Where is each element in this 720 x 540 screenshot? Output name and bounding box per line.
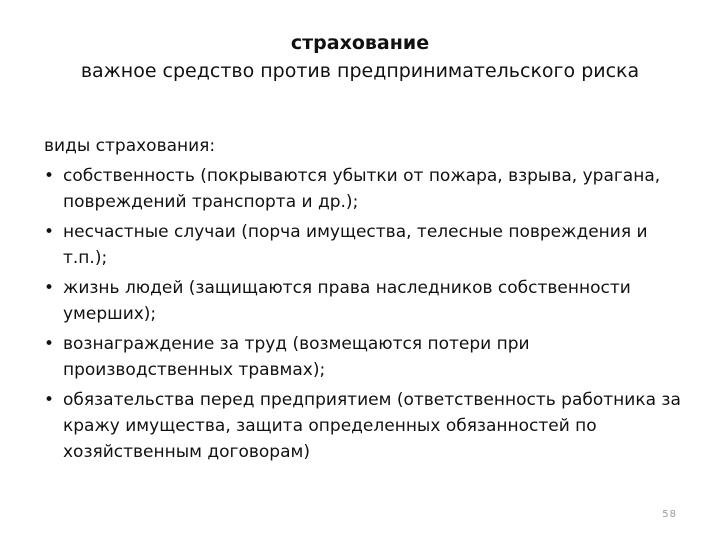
list-item-text: жизнь людей (защищаются права наследников собственности умерших);	[63, 278, 631, 324]
list-item	[44, 219, 694, 271]
list-item	[44, 275, 694, 327]
list-item	[44, 331, 694, 383]
bullet-icon: •	[44, 334, 55, 354]
list-intro: виды страхования:	[44, 136, 216, 156]
slide-subtitle: важное средство против предпринимательского риска	[80, 60, 640, 82]
bullet-icon: •	[44, 278, 55, 298]
bullet-icon: •	[44, 166, 55, 186]
slide-body	[44, 133, 694, 469]
insurance-types-list	[44, 163, 694, 465]
list-item-text: вознаграждение за труд (возмещаются потери при производственных травмах);	[63, 334, 530, 380]
list-item	[44, 387, 694, 465]
slide-title-block	[0, 31, 720, 84]
list-item	[44, 163, 694, 215]
page-number: 58	[662, 509, 677, 520]
bullet-icon: •	[44, 390, 55, 410]
list-item-text: несчастные случаи (порча имущества, телесные повреждения и т.п.);	[63, 222, 648, 268]
list-item-text: собственность (покрываются убытки от пожара, взрыва, урагана, повреждений транспорта и др.);	[63, 166, 661, 212]
bullet-icon: •	[44, 222, 55, 242]
list-item-text: обязательства перед предприятием (ответственность работника за кражу имущества, защита определенных обязанностей по хозяйственным договорам)	[63, 390, 681, 462]
slide-title: страхование	[290, 32, 430, 54]
